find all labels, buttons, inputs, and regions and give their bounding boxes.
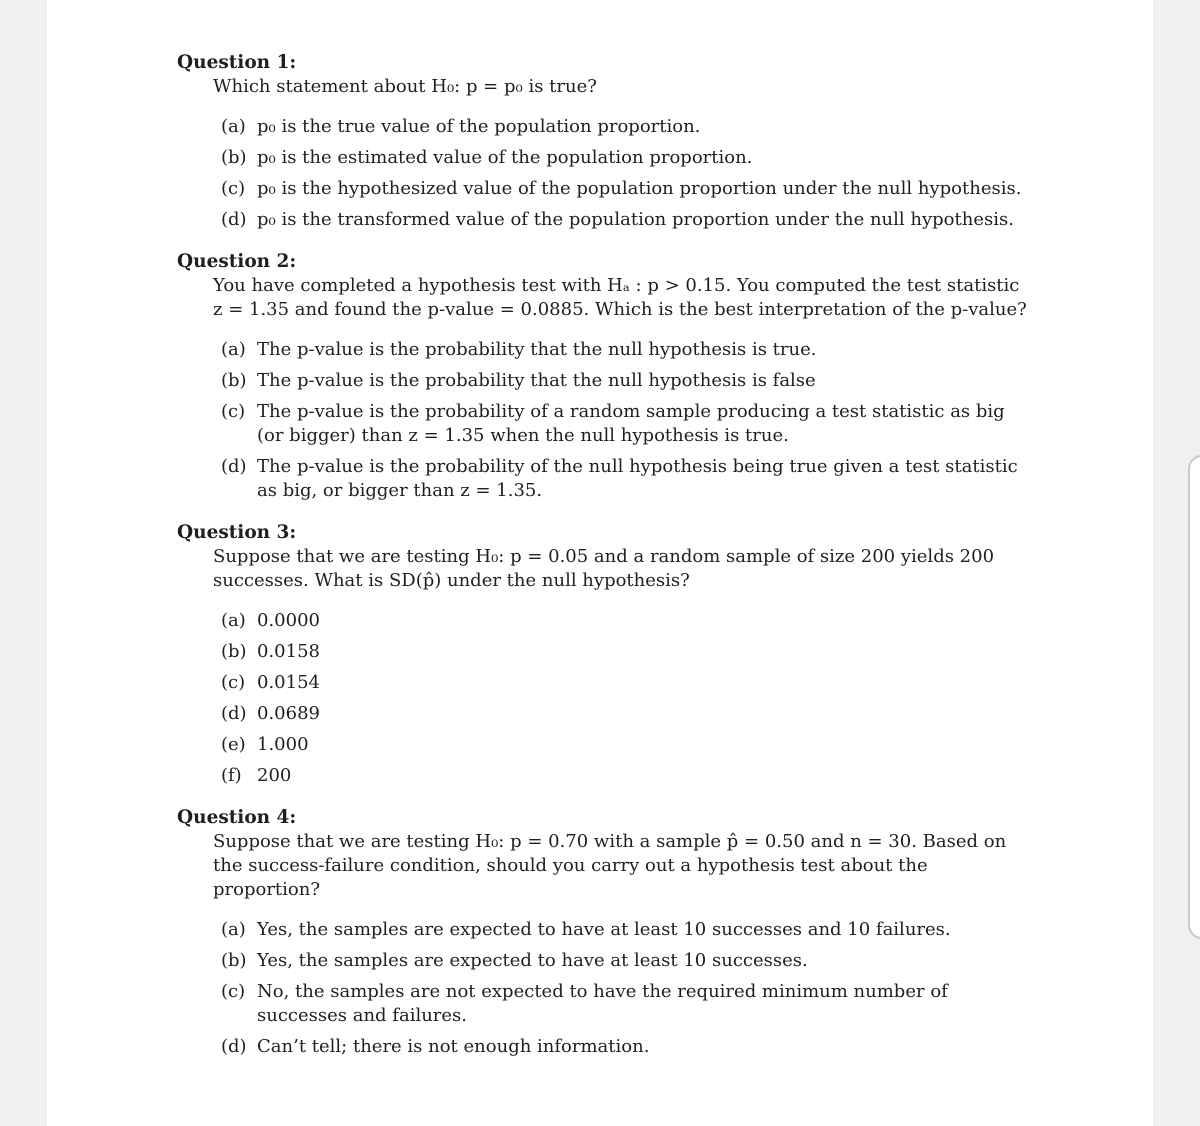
option-text: p₀ is the transformed value of the population proportion under the null hypothesis. <box>257 209 1014 230</box>
answer-option-a[interactable] <box>221 338 1027 362</box>
answer-option-c[interactable] <box>221 980 1027 1028</box>
answer-option-b[interactable] <box>221 949 1027 973</box>
question-title: Question 4: <box>177 807 297 828</box>
option-label: (f) <box>221 765 242 786</box>
answer-options <box>221 918 1027 1059</box>
answer-option-b[interactable] <box>221 369 1027 393</box>
option-text: Yes, the samples are expected to have at least 10 successes and 10 failures. <box>257 919 951 940</box>
option-text: p₀ is the true value of the population proportion. <box>257 116 701 137</box>
answer-option-f[interactable] <box>221 764 1027 788</box>
answer-option-b[interactable] <box>221 146 1027 170</box>
option-text: The p-value is the probability that the null hypothesis is true. <box>257 339 817 360</box>
answer-options <box>221 115 1027 232</box>
question-4 <box>177 806 1027 1066</box>
question-3 <box>177 521 1027 795</box>
option-text: 0.0158 <box>257 641 320 662</box>
question-2 <box>177 250 1027 510</box>
scroll-panel-edge[interactable] <box>1188 455 1200 939</box>
document-page <box>47 0 1153 1126</box>
answer-option-a[interactable] <box>221 115 1027 139</box>
option-label: (c) <box>221 401 246 422</box>
option-text: Can’t tell; there is not enough information. <box>257 1036 650 1057</box>
answer-option-d[interactable] <box>221 702 1027 726</box>
option-label: (a) <box>221 919 246 940</box>
option-label: (d) <box>221 703 247 724</box>
option-label: (d) <box>221 1036 247 1057</box>
answer-option-c[interactable] <box>221 400 1027 448</box>
option-label: (a) <box>221 339 246 360</box>
question-text: Suppose that we are testing H₀: p = 0.05 and a random sample of size 200 yields 200 successes. What is SD(p̂) under the null hypothesis? <box>213 546 995 591</box>
option-text: The p-value is the probability that the null hypothesis is false <box>257 370 816 391</box>
option-label: (b) <box>221 641 247 662</box>
answer-option-c[interactable] <box>221 671 1027 695</box>
question-text: Suppose that we are testing H₀: p = 0.70 with a sample p̂ = 0.50 and n = 30. Based on the success-failure condition, should you carry out a hypothesis test about the proportion? <box>213 831 1007 900</box>
question-title: Question 2: <box>177 251 297 272</box>
option-label: (e) <box>221 734 246 755</box>
option-text: Yes, the samples are expected to have at least 10 successes. <box>257 950 808 971</box>
option-label: (a) <box>221 116 246 137</box>
option-text: 1.000 <box>257 734 309 755</box>
answer-option-a[interactable] <box>221 609 1027 633</box>
question-title: Question 3: <box>177 522 297 543</box>
option-text: The p-value is the probability of the null hypothesis being true given a test statistic as big, or bigger than z = 1.35. <box>257 456 1018 501</box>
question-1 <box>177 51 1027 239</box>
question-text: You have completed a hypothesis test with Hₐ : p > 0.15. You computed the test statistic z = 1.35 and found the p-value = 0.0885. Which is the best interpretation of the p-value? <box>213 275 1027 320</box>
answer-option-d[interactable] <box>221 1035 1027 1059</box>
option-label: (b) <box>221 147 247 168</box>
option-label: (a) <box>221 610 246 631</box>
answer-options <box>221 338 1027 503</box>
option-text: No, the samples are not expected to have the required minimum number of successes and failures. <box>257 981 948 1026</box>
answer-option-d[interactable] <box>221 455 1027 503</box>
option-label: (b) <box>221 950 247 971</box>
answer-option-d[interactable] <box>221 208 1027 232</box>
option-label: (d) <box>221 209 247 230</box>
answer-option-b[interactable] <box>221 640 1027 664</box>
option-text: 0.0000 <box>257 610 320 631</box>
option-text: The p-value is the probability of a random sample producing a test statistic as big (or bigger) than z = 1.35 when the null hypothesis is true. <box>257 401 1005 446</box>
option-label: (c) <box>221 672 246 693</box>
question-title: Question 1: <box>177 52 297 73</box>
option-text: 200 <box>257 765 292 786</box>
answer-option-e[interactable] <box>221 733 1027 757</box>
option-text: p₀ is the hypothesized value of the population proportion under the null hypothesis. <box>257 178 1022 199</box>
question-text: Which statement about H₀: p = p₀ is true? <box>213 76 597 97</box>
option-label: (b) <box>221 370 247 391</box>
answer-option-a[interactable] <box>221 918 1027 942</box>
option-text: 0.0154 <box>257 672 320 693</box>
option-text: p₀ is the estimated value of the population proportion. <box>257 147 753 168</box>
answer-options <box>221 609 1027 788</box>
option-text: 0.0689 <box>257 703 320 724</box>
option-label: (d) <box>221 456 247 477</box>
option-label: (c) <box>221 178 246 199</box>
answer-option-c[interactable] <box>221 177 1027 201</box>
option-label: (c) <box>221 981 246 1002</box>
